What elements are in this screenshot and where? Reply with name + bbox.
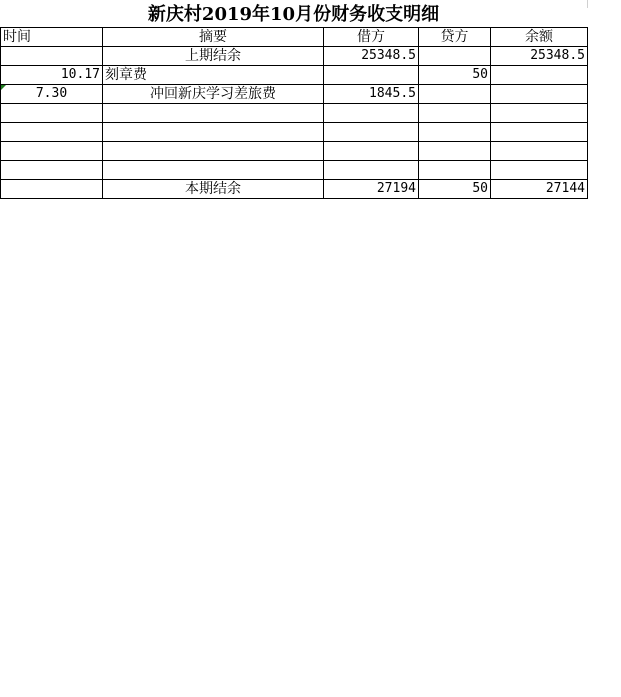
cell-credit[interactable] xyxy=(419,123,491,142)
header-row xyxy=(1,28,588,47)
cell-balance[interactable] xyxy=(491,161,588,180)
cell-debit[interactable]: 1845.5 xyxy=(324,85,419,104)
cell-credit[interactable] xyxy=(419,85,491,104)
cell-time[interactable] xyxy=(1,161,103,180)
cell-debit[interactable] xyxy=(324,66,419,85)
cell-balance[interactable]: 27144 xyxy=(491,180,588,199)
table-row xyxy=(1,161,588,180)
cell-balance[interactable] xyxy=(491,142,588,161)
cell-summary[interactable] xyxy=(103,142,324,161)
cell-time[interactable]: 10.17 xyxy=(1,66,103,85)
cell-balance[interactable]: 25348.5 xyxy=(491,47,588,66)
cell-credit[interactable] xyxy=(419,161,491,180)
cell-summary[interactable] xyxy=(103,123,324,142)
cell-debit[interactable]: 25348.5 xyxy=(324,47,419,66)
header-balance[interactable]: 余额 xyxy=(491,28,588,47)
cell-credit[interactable] xyxy=(419,47,491,66)
cell-credit[interactable] xyxy=(419,142,491,161)
cell-debit[interactable] xyxy=(324,104,419,123)
table-row xyxy=(1,66,588,85)
sheet-title: 新庆村2019年10月份财务收支明细 xyxy=(147,4,440,25)
cell-debit[interactable]: 27194 xyxy=(324,180,419,199)
cell-credit[interactable]: 50 xyxy=(419,180,491,199)
cell-balance[interactable] xyxy=(491,85,588,104)
cell-time[interactable] xyxy=(1,180,103,199)
cell-balance[interactable] xyxy=(491,104,588,123)
header-summary[interactable]: 摘要 xyxy=(103,28,324,47)
cell-time[interactable]: 7.30 xyxy=(1,85,103,104)
cell-summary[interactable] xyxy=(103,161,324,180)
cell-time[interactable] xyxy=(1,142,103,161)
header-time[interactable]: 时间 xyxy=(1,28,103,47)
cell-balance[interactable] xyxy=(491,66,588,85)
cell-balance[interactable] xyxy=(491,123,588,142)
cell-credit[interactable]: 50 xyxy=(419,66,491,85)
cell-summary[interactable]: 本期结余 xyxy=(103,180,324,199)
cell-time[interactable] xyxy=(1,104,103,123)
cell-debit[interactable] xyxy=(324,142,419,161)
table-row xyxy=(1,123,588,142)
cell-credit[interactable] xyxy=(419,104,491,123)
table-row xyxy=(1,142,588,161)
cell-debit[interactable] xyxy=(324,161,419,180)
cell-time[interactable] xyxy=(1,123,103,142)
cell-summary[interactable]: 刻章费 xyxy=(103,66,324,85)
table-row xyxy=(1,85,588,104)
ledger-table xyxy=(0,27,588,199)
header-debit[interactable]: 借方 xyxy=(324,28,419,47)
cell-summary[interactable]: 上期结余 xyxy=(103,47,324,66)
cell-summary[interactable] xyxy=(103,104,324,123)
table-row xyxy=(1,104,588,123)
error-indicator-triangle-icon xyxy=(1,85,6,90)
table-row-total xyxy=(1,180,588,199)
column-edge-mark xyxy=(587,0,588,8)
cell-summary[interactable]: 冲回新庆学习差旅费 xyxy=(103,85,324,104)
cell-time[interactable] xyxy=(1,47,103,66)
header-credit[interactable]: 贷方 xyxy=(419,28,491,47)
table-row xyxy=(1,47,588,66)
cell-debit[interactable] xyxy=(324,123,419,142)
